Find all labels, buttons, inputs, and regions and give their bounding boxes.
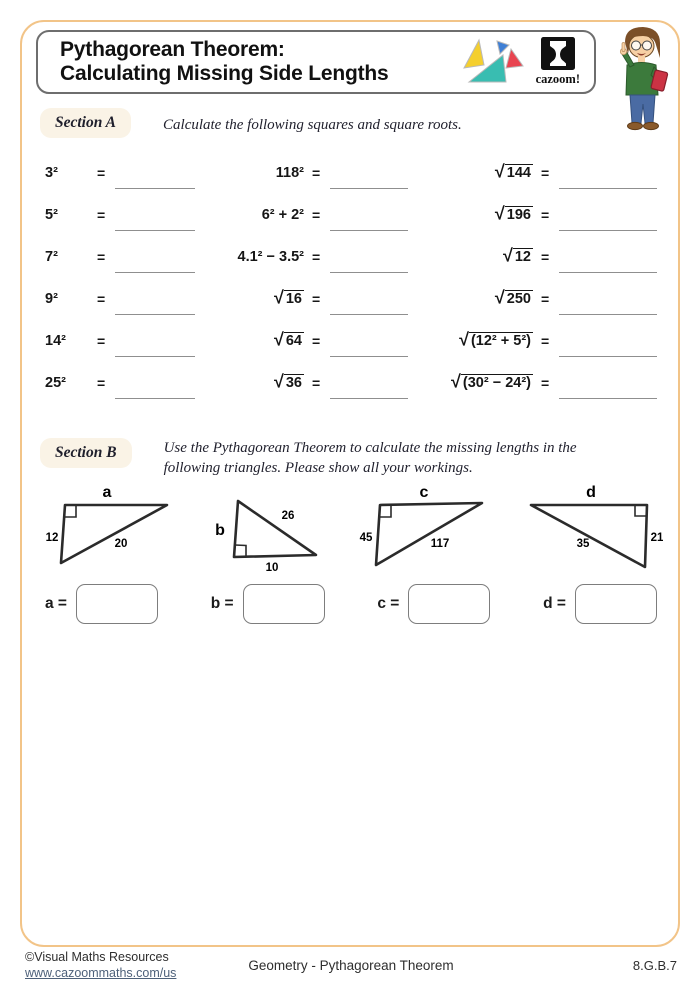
section-b-instruction: Use the Pythagorean Theorem to calculate the missing lengths in the following triangles. Please show all your workings. (163, 440, 577, 477)
equals-sign: = (541, 207, 550, 223)
expression: 6² + 2² (261, 207, 304, 223)
question-sqrt-64 (218, 320, 408, 362)
answer-line[interactable] (330, 158, 408, 189)
radical-sign: √ (502, 245, 513, 266)
triangle-c-hypotenuse: 117 (431, 538, 450, 550)
question-sqrt-12 (431, 236, 657, 278)
footer-standard-code: 8.G.B.7 (632, 958, 677, 974)
expression: √ 250 (494, 287, 531, 308)
section-b-label: Section B (40, 438, 132, 468)
equals-sign: = (541, 291, 550, 307)
radical-sign: √ (273, 371, 284, 392)
radical-sign: √ (494, 203, 505, 224)
title-box (36, 30, 596, 94)
question-7-squared (45, 236, 195, 278)
expression: 3² (45, 165, 58, 181)
answer-d-box[interactable] (575, 584, 657, 624)
equals-sign: = (312, 375, 321, 391)
expression: 14² (45, 333, 66, 349)
answer-line[interactable] (115, 326, 195, 357)
section-a-label: Section A (40, 108, 131, 138)
triangle-c-side: 45 (359, 532, 373, 544)
answer-line[interactable] (115, 242, 195, 273)
equals-sign: = (312, 291, 321, 307)
radical-sign: √ (273, 287, 284, 308)
question-5-squared (45, 194, 195, 236)
title-line-1: Pythagorean Theorem: (60, 37, 285, 61)
answer-line[interactable] (559, 326, 657, 357)
triangle-a-diagram (45, 483, 173, 578)
expression: 9² (45, 291, 58, 307)
logo-group (458, 36, 580, 89)
question-sqrt-196 (431, 194, 657, 236)
expression: √ (30² − 24²) (451, 371, 531, 392)
expression: √ 196 (494, 203, 531, 224)
title-line-2: Calculating Missing Side Lengths (60, 62, 389, 85)
equals-sign: = (541, 333, 550, 349)
question-9-squared (45, 278, 195, 320)
question-sqrt-144 (431, 152, 657, 194)
section-a-questions (45, 152, 657, 404)
triangle-a-hypotenuse: 20 (114, 538, 128, 550)
answer-line[interactable] (115, 200, 195, 231)
question-3-squared (45, 152, 195, 194)
section-a-instruction: Calculate the following squares and square roots. (163, 117, 462, 133)
radical-sign: √ (494, 287, 505, 308)
question-6sq-plus-2sq (218, 194, 408, 236)
footer (25, 950, 677, 981)
cazoom-drum-icon (541, 37, 575, 71)
triangle-d-diagram (523, 483, 663, 582)
equals-sign: = (97, 375, 106, 391)
answer-line[interactable] (330, 242, 408, 273)
expression: √ 16 (273, 287, 302, 308)
radical-sign: √ (459, 329, 469, 350)
triangle-d-hypotenuse: 35 (576, 538, 590, 550)
question-sqrt-36 (218, 362, 408, 404)
triangle-diagrams (45, 483, 663, 582)
answer-line[interactable] (330, 284, 408, 315)
expression: √ 64 (273, 329, 302, 350)
copyright-text: ©Visual Maths Resources (25, 950, 169, 964)
expression: 7² (45, 249, 58, 265)
expression: √ (12² + 5²) (459, 329, 531, 350)
answer-d (543, 584, 657, 624)
triangles-logo-icon (458, 36, 526, 89)
answer-line[interactable] (115, 158, 195, 189)
answer-line[interactable] (559, 158, 657, 189)
answer-line[interactable] (330, 326, 408, 357)
triangle-a-side: 12 (45, 532, 59, 544)
answer-c-box[interactable] (408, 584, 490, 624)
answer-a (45, 584, 158, 624)
question-sqrt-250 (431, 278, 657, 320)
footer-copyright-block (25, 950, 235, 981)
equals-sign: = (312, 207, 321, 223)
question-25-squared (45, 362, 195, 404)
answer-line[interactable] (559, 242, 657, 273)
question-sqrt-16 (218, 278, 408, 320)
triangle-b-diagram (208, 483, 324, 580)
answer-b-label: b = (210, 595, 234, 612)
equals-sign: = (312, 249, 321, 265)
answer-b (211, 584, 325, 624)
equals-sign: = (541, 375, 550, 391)
answer-d-label: d = (543, 595, 566, 612)
equals-sign: = (541, 249, 550, 265)
website-link[interactable]: www.cazoommaths.com/us (25, 965, 177, 980)
triangle-b-base: 10 (265, 562, 279, 574)
question-14-squared (45, 320, 195, 362)
equals-sign: = (97, 249, 106, 265)
expression: 118² (275, 165, 304, 181)
radical-sign: √ (494, 161, 505, 182)
footer-topic: Geometry - Pythagorean Theorem (248, 958, 454, 974)
answer-boxes-row (45, 584, 657, 624)
question-4p1sq-minus-3p5sq (218, 236, 408, 278)
radical-sign: √ (451, 371, 461, 392)
page-title (60, 38, 388, 86)
equals-sign: = (97, 333, 106, 349)
expression: √ 12 (502, 245, 531, 266)
expression: 4.1² − 3.5² (237, 249, 304, 265)
expression: √ 36 (273, 371, 302, 392)
question-sqrt-30sq-minus-24sq (431, 362, 657, 404)
triangle-d-side: 21 (650, 532, 663, 544)
teacher-character-illustration (610, 24, 676, 141)
question-118-squared (218, 152, 408, 194)
answer-line[interactable] (559, 200, 657, 231)
expression: 5² (45, 207, 58, 223)
answer-a-label: a = (45, 595, 67, 612)
answer-line[interactable] (330, 368, 408, 399)
expression: 25² (45, 375, 66, 391)
triangle-c-label: c (419, 484, 429, 501)
section-a-header (40, 108, 593, 138)
triangle-b-label: b (214, 522, 225, 539)
section-b-header (40, 438, 624, 479)
equals-sign: = (97, 291, 106, 307)
triangle-b-hypotenuse: 26 (281, 510, 295, 522)
triangle-d-label: d (586, 484, 596, 501)
answer-a-box[interactable] (76, 584, 158, 624)
expression: √ 144 (494, 161, 531, 182)
cazoom-logo (536, 37, 580, 87)
triangle-a-label: a (102, 484, 112, 501)
question-sqrt-12sq-plus-5sq (431, 320, 657, 362)
cazoom-wordmark: cazoom! (535, 72, 580, 86)
answer-c-label: c = (377, 595, 400, 612)
answer-c (377, 584, 490, 624)
radical-sign: √ (273, 329, 284, 350)
answer-line[interactable] (330, 200, 408, 231)
answer-line[interactable] (115, 284, 195, 315)
answer-line[interactable] (115, 368, 195, 399)
triangle-c-diagram (358, 483, 488, 580)
answer-line[interactable] (559, 368, 657, 399)
equals-sign: = (312, 165, 321, 181)
equals-sign: = (312, 333, 321, 349)
equals-sign: = (97, 207, 106, 223)
equals-sign: = (541, 165, 550, 181)
answer-line[interactable] (559, 284, 657, 315)
equals-sign: = (97, 165, 106, 181)
answer-b-box[interactable] (243, 584, 325, 624)
